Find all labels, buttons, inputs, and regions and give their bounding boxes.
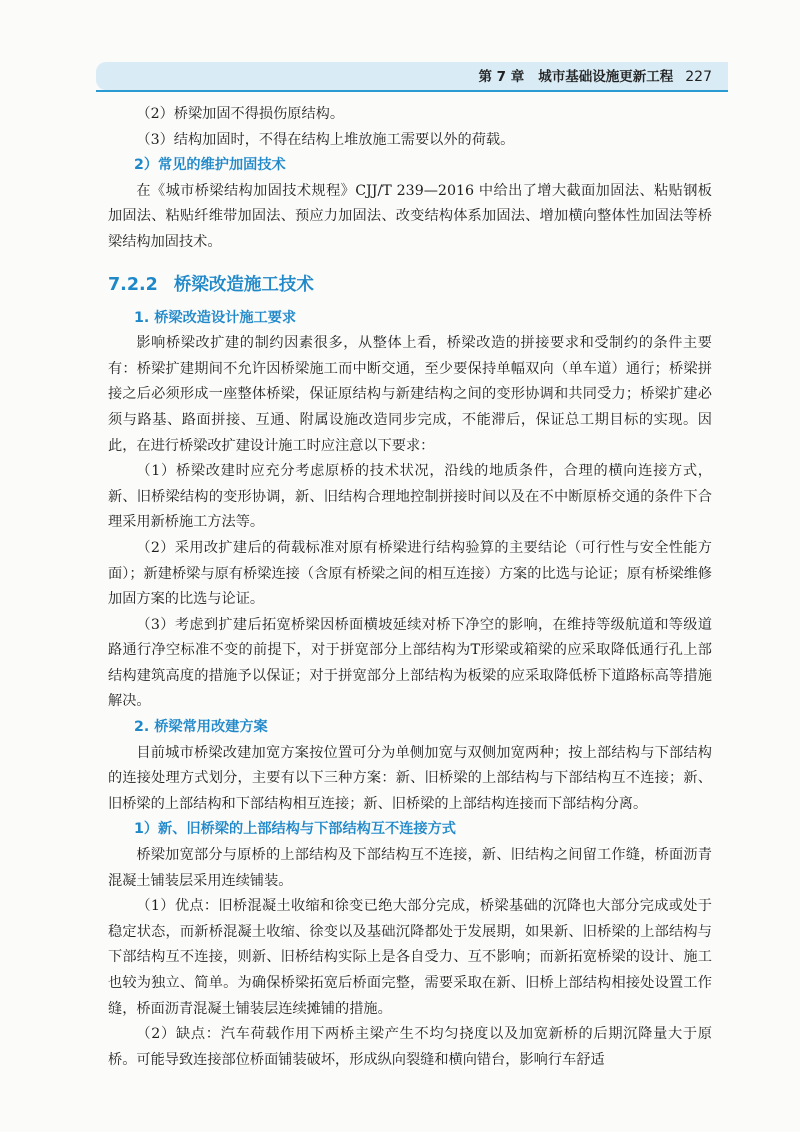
paragraph: （2）桥梁加固不得损伤原结构。 — [136, 106, 345, 122]
paragraph: （2）缺点：汽车荷载作用下两桥主梁产生不均匀挠度以及加宽新桥的后期沉降量大于原桥。可能导致连接部位桥面铺装破坏，形成纵向裂缝和横向错台，影响行车舒适 — [108, 1026, 712, 1068]
paragraph: （3）考虑到扩建后拓宽桥梁因桥面横坡延续对桥下净空的影响，在维持等级航道和等级道路通行净空标准不变的前提下，对于拼宽部分上部结构为T形梁或箱梁的应采取降低通行孔上部结构建筑高度的措施予以保证；对于拼宽部分上部结构为板梁的应采取降低桥下道路标高等措施解决。 — [108, 616, 712, 710]
section-heading — [108, 270, 712, 300]
paragraph: （1）优点：旧桥混凝土收缩和徐变已绝大部分完成，桥梁基础的沉降也大部分完成或处于稳定状态，而新桥混凝土收缩、徐变以及基础沉降都处于发展期，如果新、旧桥梁的上部结构与下部结构互不连接，则新、旧桥结构实际上是各自受力、互不影响；而新拓宽桥梁的设计、施工也较为独立、简单。为确保桥梁拓宽后桥面完整，需要采取在新、旧桥上部结构相接处设置工作缝，桥面沥青混凝土铺装层连续摊铺的措施。 — [108, 898, 712, 1017]
paragraph: （2）采用改扩建后的荷载标准对原有桥梁进行结构验算的主要结论（可行性与安全性能方面）；新建桥梁与原有桥梁连接（含原有桥梁之间的相互连接）方案的比选与论证；原有桥梁维修加固方案的比选与论证。 — [108, 539, 712, 608]
paragraph: 桥梁加宽部分与原桥的上部结构及下部结构互不连接，新、旧结构之间留工作缝，桥面沥青混凝土铺装层采用连续铺装。 — [108, 847, 712, 889]
subheading: 1. 桥梁改造设计施工要求 — [134, 309, 297, 326]
page-header — [0, 62, 800, 102]
paragraph: （3）结构加固时，不得在结构上堆放施工需要以外的荷载。 — [136, 131, 515, 148]
paragraph: 在《城市桥梁结构加固技术规程》CJJ/T 239—2016 中给出了增大截面加固法、粘贴钢板加固法、粘贴纤维带加固法、预应力加固法、改变结构体系加固法、增加横向整体性加固法等桥梁结构加固技术。 — [108, 182, 712, 250]
page-number: 227 — [685, 69, 712, 85]
chapter-title: 城市基础设施更新工程 — [538, 69, 674, 85]
header-rule — [96, 90, 728, 92]
running-head — [478, 65, 712, 85]
paragraph: （1）桥梁改建时应充分考虑原桥的技术状况，沿线的地质条件，合理的横向连接方式，新、旧桥梁结构的变形协调，新、旧结构合理地控制拼接时间以及在不中断原桥交通的条件下合理采用新桥施工方法等。 — [108, 463, 712, 531]
page-body — [108, 102, 712, 1073]
paragraph: 目前城市桥梁改建加宽方案按位置可分为单侧加宽与双侧加宽两种；按上部结构与下部结构的连接处理方式划分，主要有以下三种方案：新、旧桥梁的上部结构与下部结构互不连接；新、旧桥梁的上部结构和下部结构相互连接；新、旧桥梁的上部结构连接而下部结构分离。 — [108, 744, 712, 812]
subheading: 2. 桥梁常用改建方案 — [134, 719, 268, 736]
subheading: 1）新、旧桥梁的上部结构与下部结构互不连接方式 — [134, 821, 456, 838]
chapter-label: 第 7 章 — [478, 69, 525, 85]
section-number: 7.2.2 — [108, 274, 158, 295]
subheading: 2）常见的维护加固技术 — [134, 157, 286, 174]
paragraph: 影响桥梁改扩建的制约因素很多，从整体上看，桥梁改造的拼接要求和受制约的条件主要有：桥梁扩建期间不允许因桥梁施工而中断交通，至少要保持单幅双向（单车道）通行；桥梁拼接之后必须形成一座整体桥梁，保证原结构与新建结构之间的变形协调和共同受力；桥梁扩建必须与路基、路面拼接、互通、附属设施改造同步完成，不能滞后，保证总工期目标的实现。因此，在进行桥梁改扩建设计施工时应注意以下要求： — [108, 335, 712, 454]
section-title: 桥梁改造施工技术 — [173, 274, 314, 295]
